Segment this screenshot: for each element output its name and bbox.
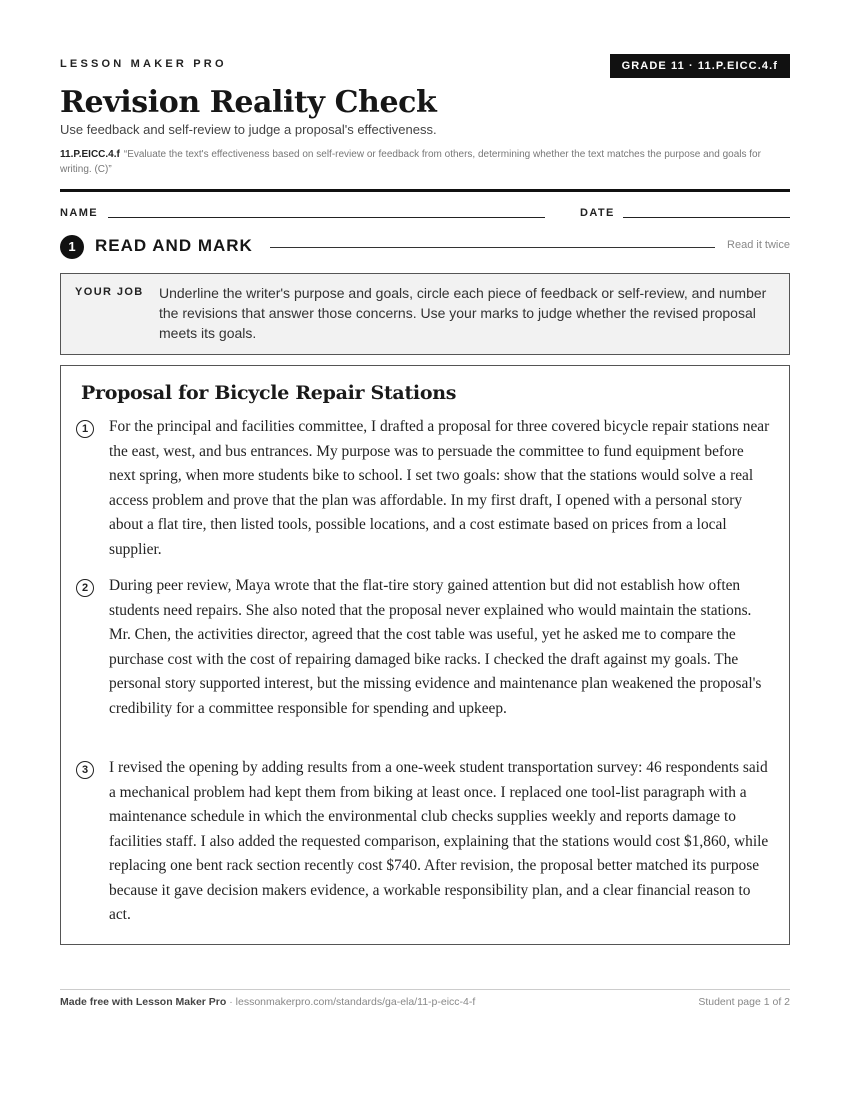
header-divider	[60, 189, 790, 192]
footer-url[interactable]: · lessonmakerpro.com/standards/ga-ela/11-p-eicc-4-f	[226, 996, 476, 1008]
instructions-box	[60, 273, 790, 355]
top-bar	[60, 54, 790, 80]
date-field[interactable]	[623, 217, 790, 218]
paragraph-text: I revised the opening by adding results from a one-week student transportation survey: 46 respondents said a mechanical problem had kept them from biking at least once. I replaced one tool-list paragraph with a maintenance schedule in which the environmental club checks supplies weekly and reports damage to facilities staff. I also added the requested comparison, explaining that the stations would cost $1,860, while replacing one bent rack section recently cost $740. After revision, the proposal better matched its purpose because it gave decision makers evidence, a workable responsibility plan, and a clear financial reason to act.	[109, 759, 769, 923]
name-date-row	[60, 205, 790, 221]
instructions-text: Underline the writer's purpose and goals, circle each piece of feedback or self-review, and number the revisions that answer those concerns. Use your marks to judge whether the revised proposal meets its goals.	[159, 285, 767, 341]
date-label: DATE	[580, 207, 615, 219]
section-rule	[270, 247, 715, 248]
worksheet-page	[60, 0, 790, 1100]
footer	[60, 996, 790, 1008]
paragraph-text: During peer review, Maya wrote that the flat-tire story gained attention but did not establish how often students need repairs. She also noted that the proposal never explained who would maintain the stations. Mr. Chen, the activities director, agreed that the cost table was useful, yet he asked me to compare the purchase cost with the cost of repairing damaged bike racks. I checked the draft against my goals. The personal story supported interest, but the missing evidence and maintenance plan weakened the proposal's credibility for a committee responsible for spending and upkeep.	[109, 577, 762, 717]
standard-code: 11.P.EICC.4.f	[60, 149, 120, 160]
standard-description	[60, 147, 790, 177]
name-label: NAME	[60, 207, 98, 219]
brand-name: LESSON MAKER PRO	[60, 58, 227, 70]
paragraph-number: 2	[76, 579, 94, 597]
section-note: Read it twice	[727, 239, 790, 251]
paragraph-text: For the principal and facilities committee, I drafted a proposal for three covered bicycle repair stations near the east, west, and bus entrances. My purpose was to persuade the committee to fund equipment before next spring, when more students bike to school. I set two goals: show that the stations would solve a real access problem and prove that the plan was affordable. In my first draft, I opened with a personal story about a flat tire, then listed tools, possible locations, and a cost estimate based on prices from a local supplier.	[109, 418, 770, 558]
grade-standard-badge: GRADE 11 · 11.P.EICC.4.f	[610, 54, 790, 78]
footer-made-with: Made free with Lesson Maker Pro	[60, 996, 227, 1008]
worksheet-title: Revision Reality Check	[60, 85, 437, 120]
section-number-badge: 1	[60, 235, 84, 259]
standard-text: “Evaluate the text's effectiveness based on self-review or feedback from others, determining whether the text matches the purpose and goals for writing. (C)”	[60, 149, 761, 175]
section-title: READ AND MARK	[95, 236, 253, 255]
instructions-label: YOUR JOB	[75, 286, 144, 298]
name-field[interactable]	[108, 217, 545, 218]
section-read-and-mark	[60, 234, 790, 258]
page-indicator: Student page 1 of 2	[698, 996, 790, 1008]
paragraph-number: 1	[76, 420, 94, 438]
worksheet-subtitle: Use feedback and self-review to judge a proposal's effectiveness.	[60, 122, 437, 137]
passage-title: Proposal for Bicycle Repair Stations	[81, 382, 457, 404]
footer-divider	[60, 989, 790, 990]
reading-passage	[60, 365, 790, 945]
paragraph-number: 3	[76, 761, 94, 779]
